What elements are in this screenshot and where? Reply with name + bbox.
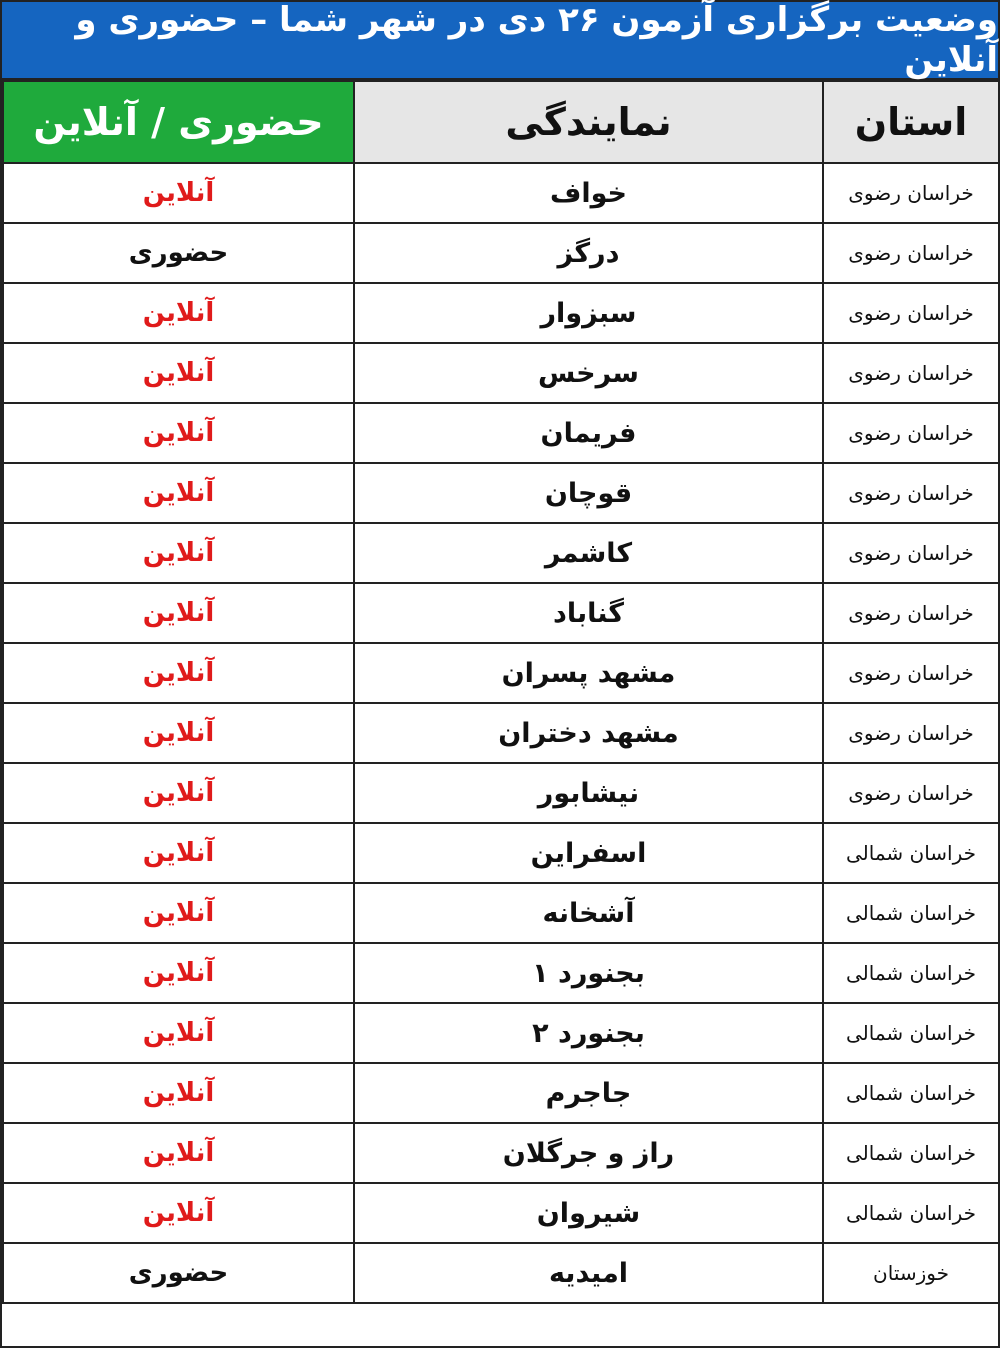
cell-province: خراسان شمالی [823, 943, 999, 1003]
cell-mode: آنلاین [3, 523, 354, 583]
table-row [3, 763, 999, 823]
table-row [3, 223, 999, 283]
cell-branch: قوچان [354, 463, 823, 523]
cell-branch: بجنورد ۱ [354, 943, 823, 1003]
cell-province: خراسان شمالی [823, 823, 999, 883]
page-title: وضعیت برگزاری آزمون ۲۶ دی در شهر شما – حضوری و آنلاین [2, 2, 998, 80]
table-row [3, 463, 999, 523]
cell-province: خراسان رضوی [823, 283, 999, 343]
cell-mode: آنلاین [3, 463, 354, 523]
table-header-row [3, 81, 999, 163]
cell-branch: آشخانه [354, 883, 823, 943]
cell-branch: فریمان [354, 403, 823, 463]
table-row [3, 1183, 999, 1243]
table-row [3, 883, 999, 943]
table-row [3, 943, 999, 1003]
cell-mode: آنلاین [3, 823, 354, 883]
exam-status-table [2, 80, 1000, 1304]
cell-province: خراسان رضوی [823, 583, 999, 643]
cell-province: خراسان رضوی [823, 463, 999, 523]
cell-province: خراسان رضوی [823, 703, 999, 763]
cell-mode: آنلاین [3, 343, 354, 403]
table-row [3, 643, 999, 703]
cell-province: خراسان رضوی [823, 223, 999, 283]
cell-mode: آنلاین [3, 583, 354, 643]
cell-mode: آنلاین [3, 1063, 354, 1123]
table-row [3, 1063, 999, 1123]
cell-branch: جاجرم [354, 1063, 823, 1123]
cell-branch: بجنورد ۲ [354, 1003, 823, 1063]
table-row [3, 1003, 999, 1063]
cell-province: خوزستان [823, 1243, 999, 1303]
cell-mode: آنلاین [3, 1003, 354, 1063]
column-header-branch: نمایندگی [354, 81, 823, 163]
cell-branch: کاشمر [354, 523, 823, 583]
table-row [3, 283, 999, 343]
cell-province: خراسان شمالی [823, 1183, 999, 1243]
table-row [3, 1243, 999, 1303]
cell-branch: درگز [354, 223, 823, 283]
column-header-province: استان [823, 81, 999, 163]
cell-mode: آنلاین [3, 763, 354, 823]
cell-branch: نیشابور [354, 763, 823, 823]
cell-branch: سبزوار [354, 283, 823, 343]
cell-province: خراسان شمالی [823, 883, 999, 943]
table-row [3, 1123, 999, 1183]
cell-province: خراسان شمالی [823, 1003, 999, 1063]
cell-mode: آنلاین [3, 703, 354, 763]
cell-branch: امیدیه [354, 1243, 823, 1303]
cell-branch: شیروان [354, 1183, 823, 1243]
cell-province: خراسان شمالی [823, 1063, 999, 1123]
cell-province: خراسان شمالی [823, 1123, 999, 1183]
cell-province: خراسان رضوی [823, 343, 999, 403]
cell-mode: آنلاین [3, 403, 354, 463]
cell-mode: آنلاین [3, 1183, 354, 1243]
cell-branch: راز و جرگلان [354, 1123, 823, 1183]
cell-branch: مشهد دختران [354, 703, 823, 763]
table-row [3, 343, 999, 403]
table-body [3, 163, 999, 1303]
cell-mode: آنلاین [3, 283, 354, 343]
table-row [3, 163, 999, 223]
cell-branch: خواف [354, 163, 823, 223]
cell-branch: گناباد [354, 583, 823, 643]
cell-branch: سرخس [354, 343, 823, 403]
cell-mode: آنلاین [3, 1123, 354, 1183]
table-row [3, 523, 999, 583]
cell-province: خراسان رضوی [823, 763, 999, 823]
cell-mode: آنلاین [3, 883, 354, 943]
cell-mode: حضوری [3, 223, 354, 283]
table-row [3, 703, 999, 763]
table-row [3, 403, 999, 463]
cell-mode: آنلاین [3, 163, 354, 223]
cell-province: خراسان رضوی [823, 403, 999, 463]
cell-mode: حضوری [3, 1243, 354, 1303]
column-header-mode: حضوری / آنلاین [3, 81, 354, 163]
cell-mode: آنلاین [3, 643, 354, 703]
cell-province: خراسان رضوی [823, 163, 999, 223]
cell-branch: مشهد پسران [354, 643, 823, 703]
table-row [3, 583, 999, 643]
cell-branch: اسفراین [354, 823, 823, 883]
cell-mode: آنلاین [3, 943, 354, 1003]
cell-province: خراسان رضوی [823, 523, 999, 583]
table-row [3, 823, 999, 883]
cell-province: خراسان رضوی [823, 643, 999, 703]
